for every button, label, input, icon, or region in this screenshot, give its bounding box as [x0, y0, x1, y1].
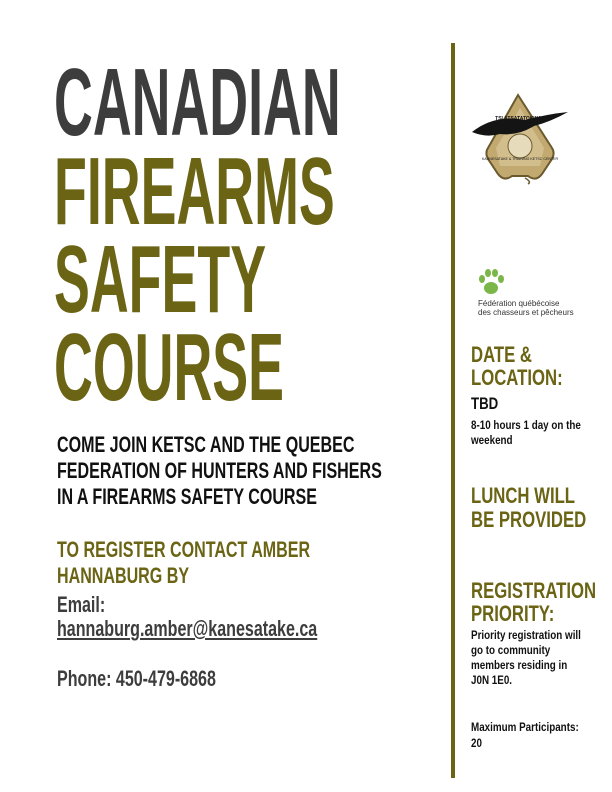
email-label: Email:: [57, 592, 106, 617]
registration-detail: go to community: [471, 643, 551, 657]
intro-line: COME JOIN KETSC AND THE QUEBEC: [57, 432, 355, 457]
ketsc-logo-text-bottom: KAHNESATAKE & TRAINING KETSC CENTER: [481, 157, 559, 161]
max-participants-label: Maximum Participants:: [471, 720, 579, 734]
fqcp-line: Fédération québécoise: [478, 299, 560, 308]
date-heading-line2: LOCATION:: [471, 365, 563, 390]
paw-print-icon: [476, 268, 506, 296]
phone-number: Phone: 450-479-6868: [57, 666, 216, 691]
max-participants-value: 20: [471, 736, 482, 750]
vertical-divider: [451, 43, 455, 778]
registration-detail: J0N 1E0.: [471, 673, 513, 687]
registration-detail: Priority registration will: [471, 628, 581, 642]
register-heading: [57, 537, 310, 589]
lunch-line1: LUNCH WILL: [471, 483, 576, 508]
registration-heading-line2: PRIORITY:: [471, 601, 555, 626]
fqcp-line: des chasseurs et pêcheurs: [478, 308, 574, 317]
lunch-line2: BE PROVIDED: [471, 507, 587, 532]
intro-line: FEDERATION OF HUNTERS AND FISHERS: [57, 458, 382, 483]
date-heading-line1: DATE &: [471, 342, 533, 367]
date-detail: 8-10 hours 1 day on the: [471, 418, 581, 432]
ketsc-logo-text-top: TSI ATSATATOKWAS: [495, 116, 545, 122]
registration-heading-line1: REGISTRATION: [471, 578, 597, 603]
title-canadian: CANADIAN: [54, 49, 341, 156]
registration-detail: members residing in: [471, 658, 568, 672]
intro-line: IN A FIREARMS SAFETY COURSE: [57, 484, 317, 509]
intro-text: [57, 432, 382, 510]
title-firearms: FIREARMS: [54, 138, 335, 245]
fqcp-logo-text: [478, 299, 574, 317]
register-line: HANNABURG BY: [57, 563, 190, 588]
title-course: COURSE: [54, 314, 285, 421]
date-value: TBD: [471, 394, 499, 413]
email-link[interactable]: hannaburg.amber@kanesatake.ca: [57, 616, 318, 641]
register-line: TO REGISTER CONTACT AMBER: [57, 537, 311, 562]
ketsc-logo: [470, 90, 570, 185]
date-detail: weekend: [471, 433, 513, 447]
title-safety: SAFETY: [54, 226, 267, 333]
